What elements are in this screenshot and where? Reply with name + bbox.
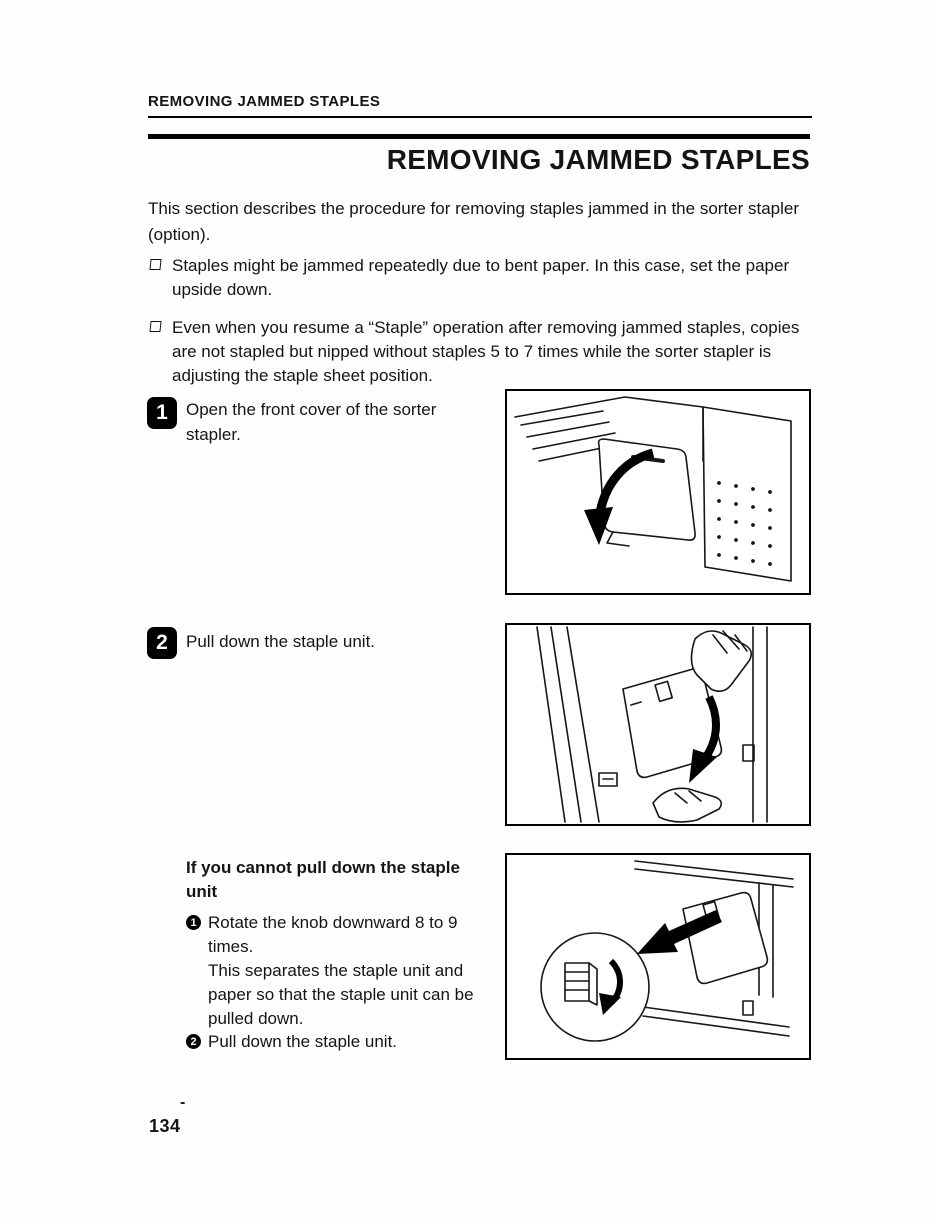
square-bullet-icon (149, 321, 161, 332)
page-number: 134 (149, 1116, 181, 1136)
note-text: Staples might be jammed repeatedly due to bent paper. In this case, set the paper upside down. (172, 256, 790, 299)
sub-step-2-text (208, 1030, 397, 1054)
running-header-rule (148, 116, 812, 118)
note-item (148, 316, 824, 388)
subsection-heading: If you cannot pull down the staple unit (186, 858, 460, 901)
sub-step-1-text (208, 911, 482, 1031)
step-2-text: Pull down the staple unit. (186, 632, 376, 651)
sub-step-1 (186, 911, 482, 1031)
figure-rotate-knob (505, 853, 811, 1060)
sub-step-2-marker: 2 (186, 1034, 201, 1049)
sub-step-1-marker: 1 (186, 915, 201, 930)
open-front-cover-illustration (507, 391, 809, 593)
step-1-text: Open the front cover of the sorter stapler. (186, 400, 437, 444)
step-1-badge: 1 (147, 397, 177, 429)
intro-paragraph: This section describes the procedure for removing staples jammed in the sorter stapler (option). (148, 199, 800, 244)
sub-step-2-line1: Pull down the staple unit. (208, 1032, 398, 1051)
pull-down-staple-unit-illustration (507, 625, 809, 824)
notes-list (148, 254, 824, 402)
sub-step-2 (186, 1030, 482, 1054)
note-text: Even when you resume a “Staple” operation after removing jammed staples, copies are not stapled but nipped without staples 5 to 7 times while the sorter stapler is adjusting the staple sheet position. (172, 318, 800, 385)
footer-dash: - (180, 1094, 186, 1111)
figure-step-2-pull-down-staple-unit (505, 623, 811, 826)
sub-step-1-line1: Rotate the knob downward 8 to 9 times. (208, 913, 458, 956)
page-title: REMOVING JAMMED STAPLES (386, 144, 810, 175)
square-bullet-icon (149, 259, 161, 270)
note-item (148, 254, 824, 302)
rotate-knob-illustration (507, 855, 809, 1058)
figure-step-1-open-front-cover (505, 389, 811, 595)
running-header: REMOVING JAMMED STAPLES (148, 93, 381, 110)
step-2-badge: 2 (147, 627, 177, 659)
title-rule (148, 134, 810, 139)
sub-step-1-line2: This separates the staple unit and paper so that the staple unit can be pulled down. (208, 961, 474, 1028)
